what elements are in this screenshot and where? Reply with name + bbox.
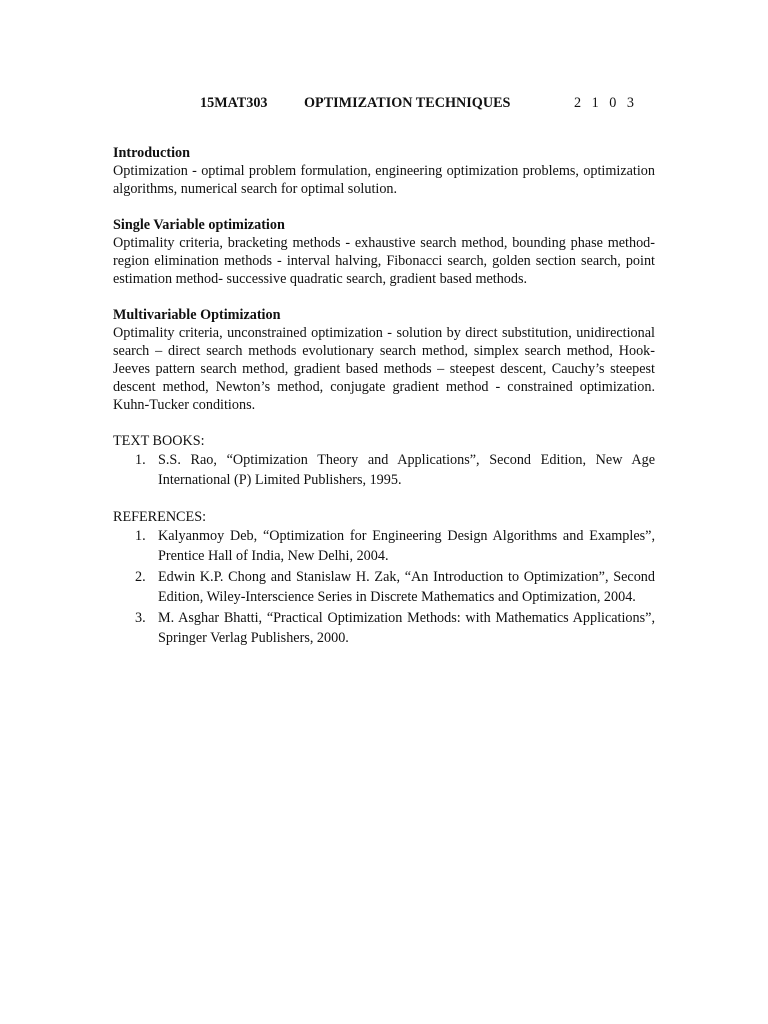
section-multivariable — [113, 306, 655, 414]
section-single-variable — [113, 216, 655, 288]
section-heading: Multivariable Optimization — [113, 307, 281, 323]
list-item — [113, 526, 655, 566]
section-body: Optimization - optimal problem formulation, engineering optimization problems, optimization algorithms, numerical search for optimal solution. — [113, 163, 655, 197]
section-introduction — [113, 144, 655, 198]
list-item — [113, 567, 655, 607]
references — [113, 508, 655, 648]
list-item — [113, 450, 655, 490]
course-title: OPTIMIZATION TECHNIQUES — [304, 95, 511, 111]
text-books — [113, 432, 655, 490]
course-credits: 2 1 0 3 — [574, 95, 635, 111]
course-code: 15MAT303 — [200, 95, 268, 111]
references-heading: REFERENCES: — [113, 509, 207, 525]
course-header — [200, 94, 660, 114]
list-item — [113, 608, 655, 648]
list-item-number: 2. — [135, 569, 146, 585]
text-books-heading: TEXT BOOKS: — [113, 433, 205, 449]
section-body: Optimality criteria, unconstrained optimization - solution by direct substitution, unidirectional search – direct search methods evolutionary search method, simplex search method, Hook-Jeeves pattern search method, gradient based methods – steepest descent, Cauchy’s steepest descent method, Newton’s method, conjugate gradient method - constrained optimization. Kuhn-Tucker conditions. — [113, 325, 655, 413]
list-item-text: S.S. Rao, “Optimization Theory and Applications”, Second Edition, New Age International (P) Limited Publishers, 1995. — [158, 452, 655, 488]
section-heading: Single Variable optimization — [113, 217, 285, 233]
list-item-number: 1. — [135, 528, 146, 544]
list-item-text: Kalyanmoy Deb, “Optimization for Engineering Design Algorithms and Examples”, Prentice Hall of India, New Delhi, 2004. — [158, 528, 655, 564]
section-body: Optimality criteria, bracketing methods - exhaustive search method, bounding phase method- region elimination methods - interval halving, Fibonacci search, golden section search, point estimation method- successive quadratic search, gradient based methods. — [113, 235, 655, 287]
references-list — [113, 526, 655, 648]
list-item-text: Edwin K.P. Chong and Stanislaw H. Zak, “An Introduction to Optimization”, Second Edition, Wiley-Interscience Series in Discrete Mathematics and Optimization, 2004. — [158, 569, 655, 605]
list-item-number: 1. — [135, 452, 146, 468]
list-item-number: 3. — [135, 610, 146, 626]
text-books-list — [113, 450, 655, 490]
list-item-text: M. Asghar Bhatti, “Practical Optimization Methods: with Mathematics Applications”, Springer Verlag Publishers, 2000. — [158, 610, 655, 646]
syllabus-content — [113, 144, 655, 666]
section-heading: Introduction — [113, 145, 190, 161]
